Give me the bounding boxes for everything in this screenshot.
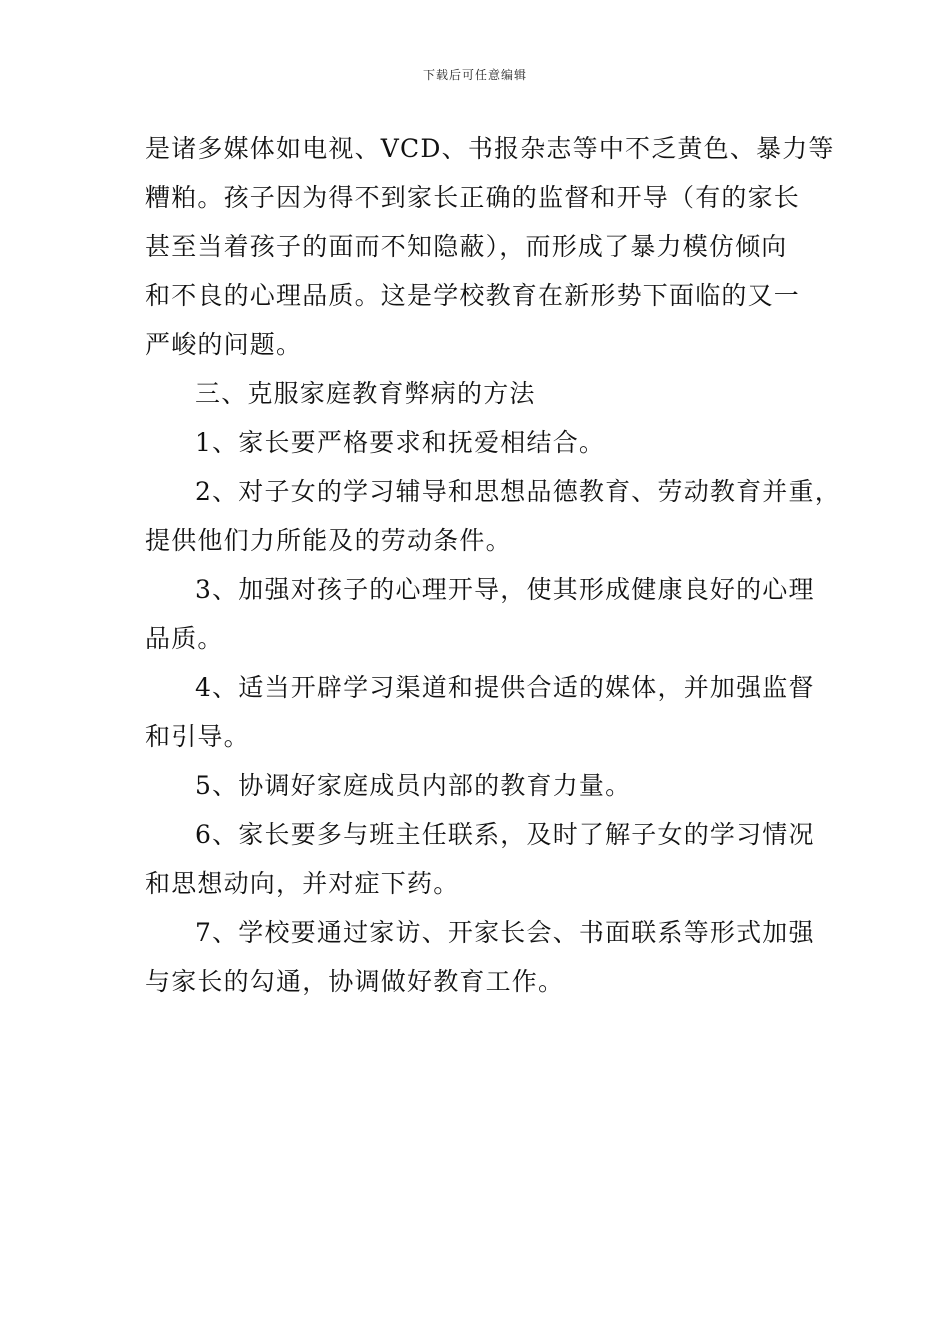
text-line: 甚至当着孩子的面而不知隐蔽），而形成了暴力模仿倾向 bbox=[145, 232, 788, 261]
text-line: 2、对子女的学习辅导和思想品德教育、劳动教育并重， bbox=[195, 477, 841, 506]
text-line: 提供他们力所能及的劳动条件。 bbox=[145, 526, 512, 555]
section-heading: 三、克服家庭教育弊病的方法 bbox=[195, 379, 536, 408]
list-item bbox=[145, 908, 825, 1006]
text-line: 和引导。 bbox=[145, 722, 250, 751]
text-line: 和思想动向，并对症下药。 bbox=[145, 869, 460, 898]
text-line: 5、协调好家庭成员内部的教育力量。 bbox=[195, 771, 632, 800]
list-item bbox=[145, 663, 825, 761]
list-item bbox=[145, 418, 825, 467]
list-item bbox=[145, 565, 825, 663]
text-line: 和不良的心理品质。这是学校教育在新形势下面临的又一 bbox=[145, 281, 801, 310]
list-item bbox=[145, 810, 825, 908]
text-line: 4、适当开辟学习渠道和提供合适的媒体，并加强监督 bbox=[195, 673, 815, 702]
list-item bbox=[145, 761, 825, 810]
text-line: 1、家长要严格要求和抚爱相结合。 bbox=[195, 428, 606, 457]
text-line: 与家长的勾通，协调做好教育工作。 bbox=[145, 967, 565, 996]
section-heading-paragraph bbox=[145, 369, 825, 418]
list-item bbox=[145, 467, 841, 565]
text-line: 7、学校要通过家访、开家长会、书面联系等形式加强 bbox=[195, 918, 815, 947]
intro-paragraph bbox=[145, 124, 835, 369]
text-line: 3、加强对孩子的心理开导，使其形成健康良好的心理 bbox=[195, 575, 815, 604]
text-line: 糟粕。孩子因为得不到家长正确的监督和开导（有的家长 bbox=[145, 183, 801, 212]
text-line: 品质。 bbox=[145, 624, 224, 653]
text-line: 6、家长要多与班主任联系，及时了解子女的学习情况 bbox=[195, 820, 815, 849]
header-note: 下载后可任意编辑 bbox=[422, 68, 527, 82]
text-line: 严峻的问题。 bbox=[145, 330, 303, 359]
document-body bbox=[145, 124, 841, 1006]
text-line: 是诸多媒体如电视、VCD、书报杂志等中不乏黄色、暴力等 bbox=[145, 134, 835, 163]
